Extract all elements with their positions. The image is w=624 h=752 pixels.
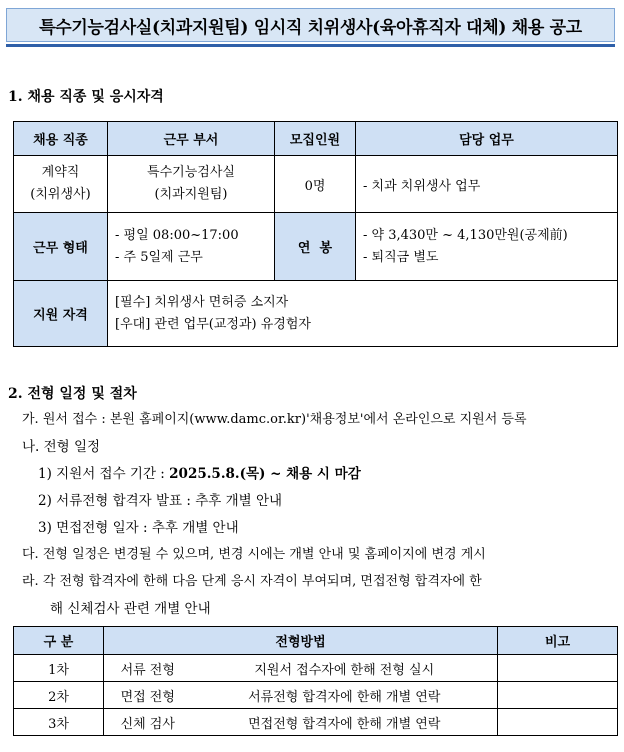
stage-cell: 3차 xyxy=(14,709,104,736)
header-job: 채용 직종 xyxy=(14,122,108,156)
work-type-label: 근무 형태 xyxy=(14,213,108,281)
job-line-2: (치위생사) xyxy=(30,187,91,202)
work-type-line-1: - 평일 08:00~17:00 xyxy=(115,227,239,243)
title-underline xyxy=(6,44,615,47)
process-header-method: 전형방법 xyxy=(104,627,498,655)
header-dept: 근무 부서 xyxy=(108,122,275,156)
process-header-stage: 구 분 xyxy=(14,627,104,655)
salary-cell xyxy=(356,213,618,281)
qualification-cell xyxy=(108,281,618,347)
item-ra-line-1: 라. 각 전형 합격자에 한해 다음 단계 응시 자격이 부여되며, 면접전형 합격자에 한 xyxy=(22,574,482,589)
salary-line-2: - 퇴직금 별도 xyxy=(363,249,439,265)
method-name-cell: 신체 검사 xyxy=(104,709,192,736)
header-count: 모집인원 xyxy=(275,122,356,156)
section1-heading: 1. 채용 직종 및 응시자격 xyxy=(8,89,164,105)
schedule-item-3: 3) 면접전형 일자 : 추후 개별 안내 xyxy=(38,520,239,536)
salary-label: 연 봉 xyxy=(275,213,356,281)
note-cell xyxy=(498,709,618,736)
selection-process-table xyxy=(13,626,618,736)
item-da: 다. 전형 일정은 변경될 수 있으며, 변경 시에는 개별 안내 및 홈페이지에 변경 게시 xyxy=(22,547,486,562)
job-cell xyxy=(14,156,108,213)
process-header-note: 비고 xyxy=(498,627,618,655)
note-cell xyxy=(498,682,618,709)
work-type-cell xyxy=(108,213,275,281)
qualification-label: 지원 자격 xyxy=(14,281,108,347)
item-na: 나. 전형 일정 xyxy=(22,439,101,455)
salary-line-1: - 약 3,430만 ~ 4,130만원(공제前) xyxy=(363,227,568,243)
qualification-line-2: [우대] 관련 업무(교정과) 유경험자 xyxy=(115,316,311,332)
duty-cell: - 치과 치위생사 업무 xyxy=(356,156,618,213)
recruitment-table xyxy=(13,121,618,347)
method-desc-cell: 지원서 접수자에 한해 전형 실시 xyxy=(192,655,498,682)
item-ga: 가. 원서 접수 : 본원 홈페이지(www.damc.or.kr)'채용정보'에서 온라인으로 지원서 등록 xyxy=(22,412,527,427)
section2-heading: 2. 전형 일정 및 절차 xyxy=(8,386,137,402)
dept-line-2: (치과지원팀) xyxy=(154,187,228,202)
job-line-1: 계약직 xyxy=(41,165,80,180)
note-cell xyxy=(498,655,618,682)
stage-cell: 1차 xyxy=(14,655,104,682)
page-title: 특수기능검사실(치과지원팀) 임시직 치위생사(육아휴직자 대체) 채용 공고 xyxy=(6,8,615,42)
table-row xyxy=(14,682,618,709)
method-name-cell: 면접 전형 xyxy=(104,682,192,709)
dept-line-1: 특수기능검사실 xyxy=(147,165,235,180)
schedule-item-1-prefix: 1) 지원서 접수 기간 : xyxy=(38,466,170,482)
count-cell: 0명 xyxy=(275,156,356,213)
method-desc-cell: 면접전형 합격자에 한해 개별 연락 xyxy=(192,709,498,736)
qualification-line-1: [필수] 치위생사 면허증 소지자 xyxy=(115,294,289,310)
schedule-item-1 xyxy=(38,462,361,482)
method-desc-cell: 서류전형 합격자에 한해 개별 연락 xyxy=(192,682,498,709)
item-ra-line-2: 해 신체검사 관련 개별 안내 xyxy=(50,601,211,617)
work-type-line-2: - 주 5일제 근무 xyxy=(115,249,203,265)
schedule-item-1-period: 2025.5.8.(목) ~ 채용 시 마감 xyxy=(169,466,361,482)
method-name-cell: 서류 전형 xyxy=(104,655,192,682)
table-row xyxy=(14,709,618,736)
header-duty: 담당 업무 xyxy=(356,122,618,156)
table-row xyxy=(14,655,618,682)
dept-cell xyxy=(108,156,275,213)
schedule-item-2: 2) 서류전형 합격자 발표 : 추후 개별 안내 xyxy=(38,493,283,509)
stage-cell: 2차 xyxy=(14,682,104,709)
